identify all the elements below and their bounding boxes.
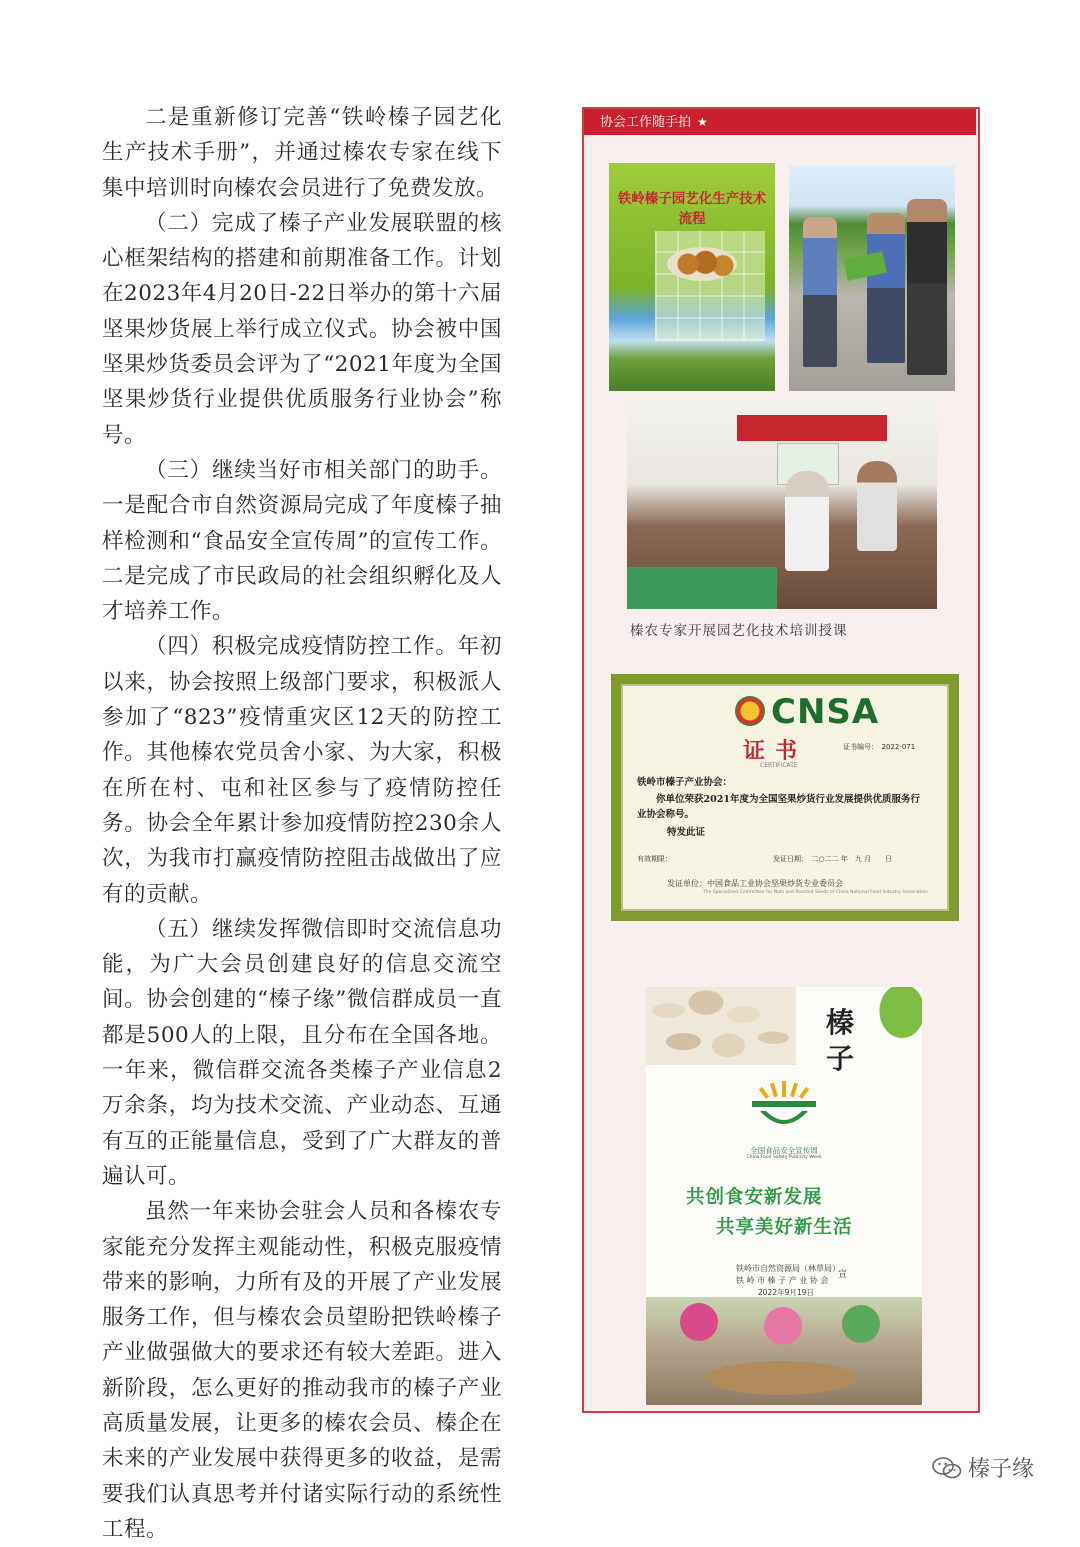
person-figure bbox=[842, 1305, 880, 1343]
sidebar-header bbox=[584, 109, 976, 135]
certificate-validity: 有效期限： bbox=[637, 855, 672, 863]
certificate-recipient: 铁岭市榛子产业协会： bbox=[637, 777, 733, 788]
article-paragraph: 虽然一年来协会驻会人员和各榛农专家能充分发挥主观能动性，积极克服疫情带来的影响，力所有及的开展了产业发展服务工作，但与榛农会员望盼把铁岭榛子产业做强做大的要求还有较大差距。进入新阶段，怎么更好的推动我市的榛子产业高质量发展，让更多的榛农会员、榛企在未来的产业发展中获得更多的收益，是需要我们认真思考并付诸实际行动的系统性工程。 bbox=[102, 1199, 502, 1542]
poster-date: 2022年9月19日 bbox=[758, 1288, 814, 1297]
poster-slogan-1: 共创食安新发展 bbox=[686, 1187, 823, 1208]
person-figure bbox=[764, 1307, 802, 1345]
certificate-special: 特发此证 bbox=[667, 827, 706, 838]
certificate-issue-date: 发证日期： 二○二二 年 九 月 日 bbox=[773, 855, 893, 863]
article-paragraph: （三）继续当好市相关部门的助手。一是配合市自然资源局完成了年度榛子抽样检测和“食品安全宣传周”的宣传工作。二是完成了市民政局的社会组织孵化及人才培养工作。 bbox=[102, 457, 502, 625]
photo-sidebar bbox=[582, 107, 980, 1413]
article-paragraph: （五）继续发挥微信即时交流信息功能，为广大会员创建良好的信息交流空间。协会创建的“榛子缘”微信群成员一直都是500人的上限，且分布在全国各地。一年来，微信群交流各类榛子产业信息2万余条，均为技术交流、产业动态、互通有互的正能量信息，受到了广大群友的普遍认可。 bbox=[102, 916, 502, 1189]
attendee-figure bbox=[785, 471, 829, 571]
meeting-photo-caption: 榛农专家开展园艺化技术培训授课 bbox=[630, 623, 848, 639]
certificate-org-short: CNSA bbox=[771, 692, 880, 732]
cnsa-logo-icon bbox=[735, 696, 765, 726]
watermark-text: 榛子缘 bbox=[968, 1457, 1035, 1482]
person-figure bbox=[867, 213, 905, 363]
person-figure bbox=[803, 217, 837, 367]
training-meeting-photo bbox=[627, 401, 937, 609]
poster-organizer-1: 铁岭市自然资源局（林草局） bbox=[736, 1264, 840, 1273]
person-figure bbox=[907, 199, 947, 375]
hazelnut-bowl-image bbox=[667, 247, 737, 281]
book-cover-title: 铁岭榛子园艺化生产技术流程 bbox=[617, 191, 767, 227]
certificate-number: 证书编号： 2022-071 bbox=[843, 743, 916, 751]
sidebar-header-label: 协会工作随手拍 bbox=[600, 115, 692, 130]
desk-with-books bbox=[627, 567, 777, 609]
certificate-title: 证书 bbox=[743, 738, 808, 764]
star-icon: ★ bbox=[697, 115, 708, 129]
wechat-watermark bbox=[932, 1452, 1034, 1483]
hazelnuts-image bbox=[646, 987, 796, 1065]
award-certificate bbox=[611, 674, 959, 921]
poster-week-label-en: China Food Safety Publicity Week bbox=[746, 1155, 822, 1160]
poster-organizer-2: 铁 岭 市 榛 子 产 业 协 会 bbox=[736, 1276, 829, 1285]
food-safety-week-logo-icon bbox=[744, 1079, 824, 1139]
article-body bbox=[102, 100, 502, 1547]
certificate-body: 你单位荣获2021年度为全国坚果炒货行业发展提供优质服务行业协会称号。 bbox=[637, 794, 920, 820]
outdoor-handover-photo bbox=[789, 165, 955, 391]
article-paragraph: （四）积极完成疫情防控工作。年初以来，协会按照上级部门要求，积极派人参加了“823”疫情重灾区12天的防控工作。其他榛农党员舍小家、为大家，积极在所在村、屯和社区参与了疫情防控任务。协会全年累计参加疫情防控230余人次，为我市打赢疫情防控阻击战做出了应有的贡献。 bbox=[102, 634, 502, 907]
poster-title: 榛子 bbox=[826, 1006, 855, 1075]
article-paragraph: （二）完成了榛子产业发展联盟的核心框架结构的搭建和前期准备工作。计划在2023年4月20日-22日举办的第十六届坚果炒货展上举行成立仪式。协会被中国坚果炒货委员会评为了“2021年度为全国坚果炒货行业提供优质服务行业协会”称号。 bbox=[102, 210, 502, 448]
article-paragraph: 二是重新修订完善“铁岭榛子园艺化生产技术手册”，并通过榛农专家在线下集中培训时向榛农会员进行了免费发放。 bbox=[102, 105, 502, 201]
book-cover-image bbox=[609, 163, 775, 391]
poster-xuan-mark: 宣 bbox=[838, 1270, 848, 1280]
person-figure bbox=[680, 1303, 718, 1341]
meeting-banner bbox=[737, 415, 887, 441]
poster-week-label: 全国食品安全宣传周 bbox=[750, 1146, 818, 1155]
wechat-icon bbox=[932, 1456, 962, 1480]
farmers-sorting-hazelnuts-photo bbox=[646, 1297, 922, 1405]
certificate-inner bbox=[621, 684, 949, 911]
hazelnut-pile bbox=[706, 1361, 856, 1395]
leaf-image bbox=[872, 987, 922, 1047]
certificate-issuer-en: The Specialized Committee for Nuts and Roasted Seeds of China National Food Industry Association bbox=[703, 890, 929, 895]
certificate-title-en: CERTIFICATE bbox=[760, 762, 798, 769]
attendee-figure bbox=[857, 461, 897, 551]
certificate-issuer: 发证单位：中国食品工业协会坚果炒货专业委员会 bbox=[667, 879, 843, 888]
food-safety-poster bbox=[646, 987, 922, 1405]
poster-slogan-2: 共享美好新生活 bbox=[716, 1217, 853, 1238]
